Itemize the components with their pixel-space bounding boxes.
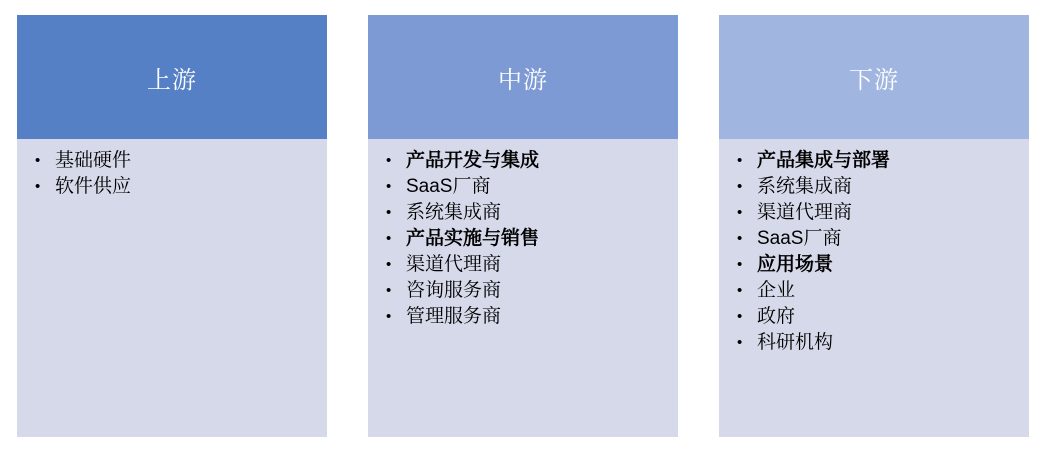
column-header — [17, 15, 327, 139]
column-midstream — [368, 15, 678, 437]
bullet-icon: • — [386, 178, 392, 195]
list-item — [732, 330, 1021, 356]
column-body — [17, 139, 327, 437]
bullet-icon: • — [737, 282, 743, 299]
list-item — [30, 148, 319, 174]
list-item — [732, 174, 1021, 200]
bullet-icon: • — [35, 178, 41, 195]
item-label: 系统集成商 — [406, 202, 502, 223]
item-label: 系统集成商 — [757, 176, 853, 197]
item-list — [381, 148, 670, 330]
item-label: SaaS厂商 — [757, 228, 842, 249]
item-label: 应用场景 — [757, 254, 834, 275]
list-item — [381, 304, 670, 330]
list-item — [30, 174, 319, 200]
bullet-icon: • — [35, 152, 41, 169]
item-list — [30, 148, 319, 200]
bullet-icon: • — [737, 256, 743, 273]
bullet-icon: • — [737, 230, 743, 247]
item-label: 产品集成与部署 — [757, 150, 891, 171]
bullet-icon: • — [386, 308, 392, 325]
column-header — [719, 15, 1029, 139]
list-item — [381, 278, 670, 304]
column-body — [368, 139, 678, 437]
bullet-icon: • — [386, 204, 392, 221]
bullet-icon: • — [386, 256, 392, 273]
item-label: 科研机构 — [757, 332, 834, 353]
item-label: 管理服务商 — [406, 306, 502, 327]
list-item — [381, 174, 670, 200]
list-item — [381, 252, 670, 278]
list-item — [732, 278, 1021, 304]
bullet-icon: • — [386, 152, 392, 169]
bullet-icon: • — [737, 308, 743, 325]
list-item — [732, 200, 1021, 226]
column-downstream — [719, 15, 1029, 437]
bullet-icon: • — [737, 334, 743, 351]
list-item — [732, 304, 1021, 330]
column-body — [719, 139, 1029, 437]
list-item — [381, 200, 670, 226]
bullet-icon: • — [737, 152, 743, 169]
item-label: 产品开发与集成 — [406, 150, 540, 171]
bullet-icon: • — [737, 178, 743, 195]
item-label: 企业 — [757, 280, 796, 301]
column-upstream — [17, 15, 327, 437]
item-label: 渠道代理商 — [406, 254, 502, 275]
item-label: 产品实施与销售 — [406, 228, 540, 249]
item-label: 咨询服务商 — [406, 280, 502, 301]
list-item — [732, 252, 1021, 278]
column-title: 中游 — [498, 66, 548, 94]
list-item — [732, 226, 1021, 252]
item-label: 渠道代理商 — [757, 202, 853, 223]
bullet-icon: • — [386, 282, 392, 299]
column-title: 下游 — [849, 66, 899, 94]
bullet-icon: • — [737, 204, 743, 221]
column-title: 上游 — [147, 66, 197, 94]
list-item — [381, 148, 670, 174]
bullet-icon: • — [386, 230, 392, 247]
item-label: SaaS厂商 — [406, 176, 491, 197]
list-item — [732, 148, 1021, 174]
item-list — [732, 148, 1021, 356]
column-header — [368, 15, 678, 139]
list-item — [381, 226, 670, 252]
item-label: 软件供应 — [55, 176, 132, 197]
item-label: 政府 — [757, 306, 796, 327]
item-label: 基础硬件 — [55, 150, 132, 171]
